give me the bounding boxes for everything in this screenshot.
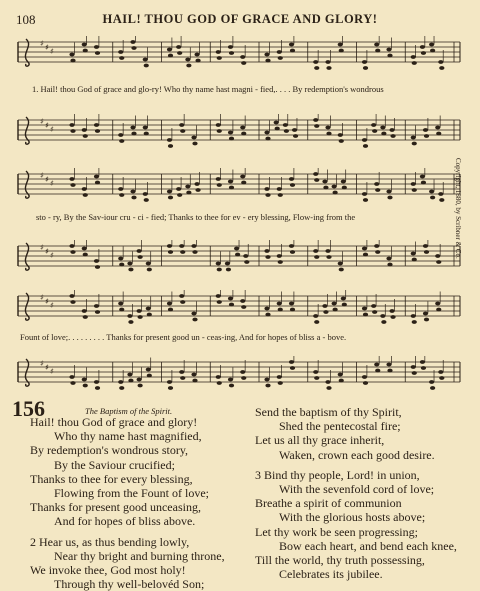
svg-text:♯: ♯ (45, 175, 49, 184)
svg-text:♯: ♯ (50, 251, 54, 260)
svg-text:♯: ♯ (50, 179, 54, 188)
verse-column-right (255, 405, 457, 581)
copyright-note: Copyright, 1880, by Scribner & Co. (454, 158, 462, 259)
svg-text:♯: ♯ (40, 171, 44, 180)
verse-line: Through thy well-belovéd Son; (54, 577, 205, 591)
verse-line: And for hopes of bliss above. (54, 514, 196, 529)
page-title: HAIL! THOU GOD OF GRACE AND GLORY! (102, 12, 378, 26)
verse-line: Let us all thy grace inherit, (255, 433, 385, 448)
svg-text:♯: ♯ (40, 39, 44, 48)
music-system-2 (14, 160, 464, 280)
verse-line: Hail! thou God of grace and glory! (30, 415, 198, 429)
verse-line: Thanks to thee for every blessing, (30, 471, 193, 486)
staff-bass-1 (14, 114, 464, 154)
verse-line: Near thy bright and burning throne, (54, 548, 225, 563)
svg-text:♯: ♯ (45, 121, 49, 130)
svg-text:♯: ♯ (40, 117, 44, 126)
verse-line: 3 Bind thy people, Lord! in union, (255, 467, 420, 482)
svg-text:♯: ♯ (50, 125, 54, 134)
verse-line: Shed the pentecostal fire; (279, 419, 401, 434)
verse-line: We invoke thee, God most holy! (30, 563, 186, 578)
lyric-line-1: 1. Hail! thou God of grace and glo-ry! Who thy name hast magni - fied,. . . . By redemption's wondrous (32, 84, 384, 94)
verse-line: Let thy work be seen progressing; (255, 524, 418, 539)
staff-bass-2 (14, 240, 464, 280)
svg-text:♯: ♯ (50, 47, 54, 56)
verse-line: Breathe a spirit of communion (255, 496, 402, 511)
verse-line: Thanks for present good unceasing, (30, 500, 201, 515)
verse-line: By redemption's wondrous story, (30, 443, 189, 458)
svg-text:♯: ♯ (40, 359, 44, 368)
verse-line: Celebrates its jubilee. (279, 567, 383, 582)
lyric-line-2: sto - ry, By the Sav-iour cru - ci - fied; Thanks to thee for ev - ery blessing, Flow-ing from the (36, 212, 356, 222)
svg-text:♯: ♯ (45, 297, 49, 306)
music-system-1 (14, 32, 464, 150)
svg-text:♯: ♯ (40, 243, 44, 252)
verse-line: Till the world, thy truth possessing, (255, 553, 425, 568)
verse-line: Who thy name hast magnified, (54, 429, 202, 444)
verse-line: By the Saviour crucified; (54, 457, 175, 472)
verse-line: With the glorious hosts above; (279, 510, 426, 525)
page-number: 108 (16, 12, 36, 27)
hymn-number: 156 (12, 396, 45, 421)
verse-line: With the sevenfold cord of love; (279, 482, 435, 497)
music-system-3 (14, 288, 464, 396)
verse-column-left (30, 415, 225, 591)
staff-treble-3 (14, 290, 464, 330)
verse-line: Waken, crown each good desire. (279, 447, 435, 462)
staff-bass-3 (14, 356, 464, 396)
verse-line: Bow each heart, and bend each knee, (279, 538, 457, 553)
svg-text:♯: ♯ (50, 367, 54, 376)
verse-line: 2 Hear us, as thus bending lowly, (30, 534, 190, 549)
svg-text:♯: ♯ (50, 301, 54, 310)
svg-text:♯: ♯ (45, 247, 49, 256)
staff-treble-1 (14, 36, 464, 76)
svg-text:♯: ♯ (40, 293, 44, 302)
svg-text:♯: ♯ (45, 363, 49, 372)
staff-treble-2 (14, 168, 464, 208)
lyric-line-3: Fount of love;. . . . . . . . . Thanks for present good un - ceas-ing, And for hopes of bliss a - bove. (20, 332, 347, 342)
svg-text:♯: ♯ (45, 43, 49, 52)
hymn-subtitle: The Baptism of the Spirit. (85, 406, 173, 416)
verse-line: Flowing from the Fount of love; (54, 486, 209, 501)
verse-line: Send the baptism of thy Spirit, (255, 405, 402, 419)
